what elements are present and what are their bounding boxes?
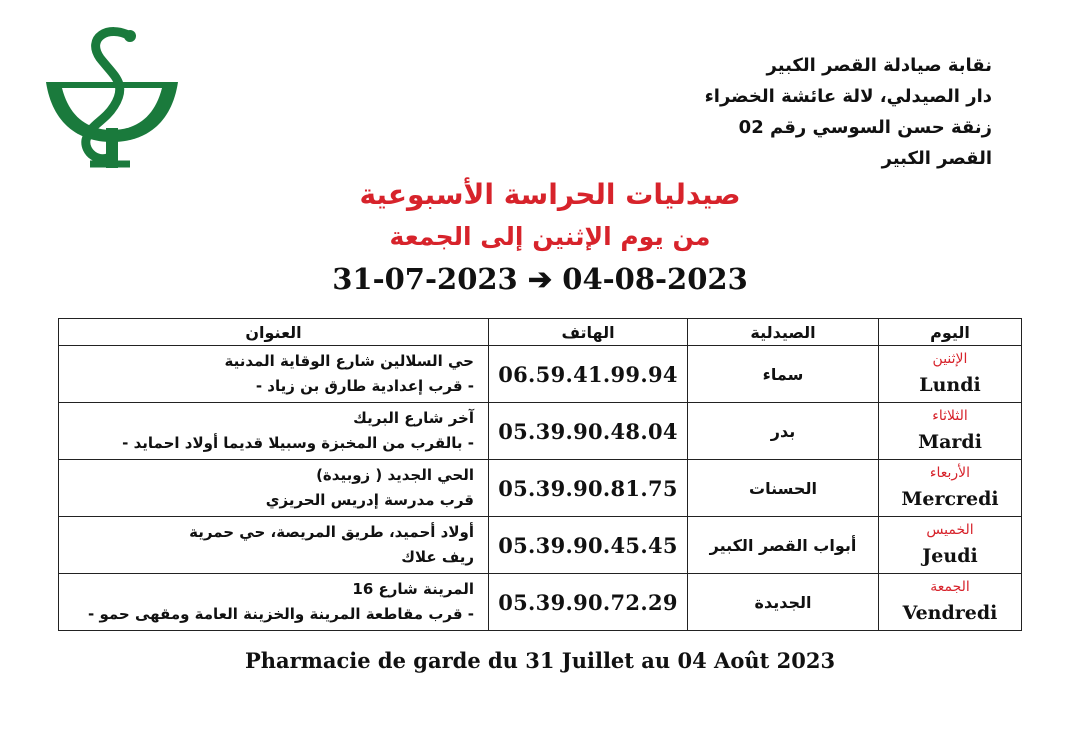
pharmacy-caduceus-icon bbox=[42, 24, 182, 179]
address-cell bbox=[59, 517, 489, 574]
pharmacy-name: الجديدة bbox=[688, 574, 879, 631]
guard-schedule-table bbox=[58, 318, 1022, 631]
phone-number: 05.39.90.48.04 bbox=[489, 403, 688, 460]
pharmacy-name: أبواب القصر الكبير bbox=[688, 517, 879, 574]
table-row bbox=[59, 346, 1022, 403]
address-line: المرينة شارع 16 bbox=[352, 580, 474, 598]
day-arabic: الثلاثاء bbox=[932, 408, 968, 424]
table-row bbox=[59, 574, 1022, 631]
phone-number: 06.59.41.99.94 bbox=[489, 346, 688, 403]
day-arabic: الخميس bbox=[926, 522, 974, 538]
header-day: اليوم bbox=[879, 319, 1022, 346]
table-row bbox=[59, 517, 1022, 574]
address-line: ريف علاك bbox=[401, 548, 474, 566]
day-french: Lundi bbox=[919, 374, 981, 396]
header-line: نقابة صيادلة القصر الكبير bbox=[766, 55, 992, 76]
pharmacy-name: بدر bbox=[688, 403, 879, 460]
day-arabic: الجمعة bbox=[930, 579, 970, 595]
address-line: قرب مدرسة إدريس الحريزي bbox=[265, 491, 474, 509]
day-cell bbox=[879, 403, 1022, 460]
phone-number: 05.39.90.45.45 bbox=[489, 517, 688, 574]
address-line: آخر شارع البريك bbox=[353, 409, 474, 427]
address-cell bbox=[59, 403, 489, 460]
date-range bbox=[300, 262, 780, 296]
phone-number: 05.39.90.72.29 bbox=[489, 574, 688, 631]
day-french: Mercredi bbox=[901, 488, 999, 510]
header-pharmacy: الصيدلية bbox=[688, 319, 879, 346]
page-subtitle: من يوم الإثنين إلى الجمعة bbox=[389, 222, 711, 251]
day-arabic: الإثنين bbox=[932, 351, 968, 367]
table-row bbox=[59, 460, 1022, 517]
header-phone: الهاتف bbox=[489, 319, 688, 346]
phone-number: 05.39.90.81.75 bbox=[489, 460, 688, 517]
day-cell bbox=[879, 460, 1022, 517]
page-title: صيدليات الحراسة الأسبوعية bbox=[359, 178, 741, 211]
header-line: زنقة حسن السوسي رقم 02 bbox=[738, 117, 992, 138]
address-cell bbox=[59, 574, 489, 631]
syndicate-address-block bbox=[572, 50, 992, 174]
address-line: - قرب إعدادية طارق بن زياد - bbox=[255, 377, 474, 395]
address-line: الحي الجديد ( زوبيدة) bbox=[316, 466, 474, 484]
day-arabic: الأربعاء bbox=[929, 465, 971, 481]
day-french: Mardi bbox=[918, 431, 982, 453]
day-cell bbox=[879, 346, 1022, 403]
footer-note: Pharmacie de garde du 31 Juillet au 04 Août 2023 bbox=[244, 648, 836, 673]
day-french: Vendredi bbox=[902, 602, 998, 624]
day-cell bbox=[879, 574, 1022, 631]
address-line: أولاد أحميد، طريق المريصة، حي حمرية bbox=[189, 523, 474, 541]
pharmacy-name: سماء bbox=[688, 346, 879, 403]
arrow-icon: ➔ bbox=[527, 262, 553, 296]
date-start: 31-07-2023 bbox=[332, 262, 518, 296]
day-french: Jeudi bbox=[922, 545, 978, 567]
pharmacy-name: الحسنات bbox=[688, 460, 879, 517]
address-cell bbox=[59, 346, 489, 403]
address-cell bbox=[59, 460, 489, 517]
header-address: العنوان bbox=[59, 319, 489, 346]
address-line: - بالقرب من المخبزة وسبيلا قديما أولاد احمايد - bbox=[122, 434, 474, 452]
table-header-row bbox=[59, 319, 1022, 346]
header-line: دار الصيدلي، لالة عائشة الخضراء bbox=[704, 86, 992, 107]
table-row bbox=[59, 403, 1022, 460]
day-cell bbox=[879, 517, 1022, 574]
header-line: القصر الكبير bbox=[881, 148, 992, 169]
address-line: - قرب مقاطعة المرينة والخزينة العامة ومقهى حمو - bbox=[88, 605, 474, 623]
address-line: حي السلالين شارع الوقاية المدنية bbox=[224, 352, 474, 370]
date-end: 04-08-2023 bbox=[562, 262, 748, 296]
